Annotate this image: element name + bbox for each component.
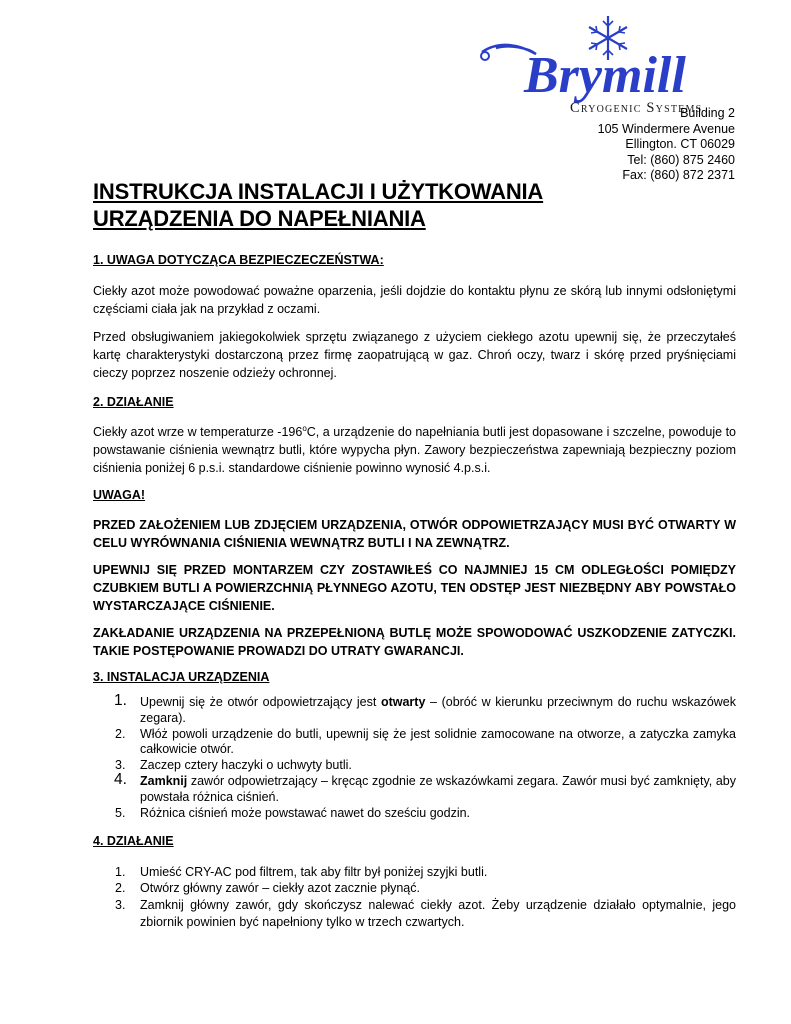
degree-sup: o [302, 423, 307, 433]
section-2-paragraph [93, 423, 736, 477]
section-4-heading: 4. DZIAŁANIE [93, 834, 174, 849]
logo-tagline: Cryogenic Systems [570, 100, 703, 116]
list-item [93, 758, 736, 774]
text-span: C, a urządzenie do napełniania butli jest dopasowane i szczelne, powoduje to powstawanie ciśnienia wewnątrz butli, które wypycha płyn. Zawory bezpieczeństwa zapewniają bezpieczny poziom ciśnienia poniżej 6 p.s.i. standardowe ciśnienie powinno wynosić 4.p.s.i. [93, 425, 736, 475]
document-title [93, 178, 713, 232]
section-2-heading: 2. DZIAŁANIE [93, 395, 174, 409]
text-span: Upewnij się że otwór odpowietrzający jest [140, 695, 381, 709]
list-number: 1. [115, 865, 126, 880]
company-address [598, 106, 735, 184]
list-number: 4. [114, 770, 127, 788]
section-1-heading: 1. UWAGA DOTYCZĄCA BEZPIECZECZEŃSTWA: [93, 253, 384, 267]
text-span: Umieść CRY-AC pod filtrem, tak aby filtr był poniżej szyjki butli. [140, 865, 488, 880]
bold-text: otwarty [380, 695, 426, 709]
warning-paragraph-3: ZAKŁADANIE URZĄDZENIA NA PRZEPEŁNIONĄ BUTLĘ MOŻE SPOWODOWAĆ USZKODZENIE ZATYCZKI. TAKIE POSTĘPOWANIE PROWADZI DO UTRATY GWARANCJI. [93, 626, 736, 658]
brymill-logo [478, 12, 748, 120]
document-body [93, 253, 736, 931]
list-item [93, 692, 736, 727]
address-line: Building 2 [680, 106, 735, 120]
list-item [93, 770, 736, 806]
text-span: Zaczep cztery haczyki o uchwyty butli. [140, 758, 352, 773]
text-span: Zamknij główny zawór, gdy skończysz nalewać ciekły azot. Żeby urządzenie działało optymalnie, jego zbiornik powinien być napełniony tylko w trzech czwartych. [140, 897, 736, 929]
installation-list [93, 692, 736, 821]
list-number: 2. [115, 881, 126, 896]
address-line: 105 Windermere Avenue [597, 121, 735, 136]
list-item [93, 881, 736, 897]
list-number: 3. [115, 897, 126, 912]
list-item [93, 727, 736, 759]
address-line: Ellington. CT 06029 [625, 137, 735, 152]
text-span: Włóż powoli urządzenie do butli, upewnij się że jest solidnie zamocowane na otworze, a zatyczka zamyka całkowicie otwór. [140, 726, 736, 757]
text-span: Ciekły azot wrze w temperaturze -196 [93, 425, 303, 439]
title-line-2: URZĄDZENIA DO NAPEŁNIANIA [93, 206, 426, 231]
section-1-paragraph-1: Ciekły azot może powodować poważne oparzenia, jeśli dojdzie do kontaktu płynu ze skórą lub innymi odsłoniętymi częściami ciała jak na przykład z oczami. [93, 284, 736, 316]
section-1-paragraph-2: Przed obsługiwaniem jakiegokolwiek sprzętu związanego z użyciem ciekłego azotu upewnij się, że przeczytałeś kartę charakterystyki dostarczoną przez firmę zaopatrującą w gaz. Chroń oczy, twarz i skórę przed pryśnięciami cieczy poprzez noszenie odzieży ochronnej. [93, 330, 736, 380]
text-span: Otwórz główny zawór – ciekły azot zacznie płynąć. [140, 881, 420, 896]
warning-paragraph-1: PRZED ZAŁOŻENIEM LUB ZDJĘCIEM URZĄDZENIA, OTWÓR ODPOWIETRZAJĄCY MUSI BYĆ OTWARTY W CELU WYRÓWNANIA CIŚNIENIA WEWNĄTRZ BUTLI I NA ZEWNĄTRZ. [93, 518, 736, 550]
list-number: 2. [115, 726, 126, 741]
phone: Tel: (860) 875 2460 [627, 152, 735, 167]
title-line-1: INSTRUKCJA INSTALACJI I UŻYTKOWANIA [93, 179, 544, 204]
list-number: 3. [115, 758, 126, 773]
list-item [93, 897, 736, 931]
warning-heading: UWAGA! [93, 488, 146, 502]
list-number: 5. [115, 805, 126, 820]
warning-paragraph-2: UPEWNIJ SIĘ PRZED MONTARZEM CZY ZOSTAWIŁEŚ CO NAJMNIEJ 15 CM ODLEGŁOŚCI POMIĘDZY CZUBKIEM BUTLI A POWIERZCHNIĄ PŁYNNEGO AZOTU, TEN ODSTĘP JEST NIEZBĘDNY ABY POWSTAŁO WYSTARCZAJĄCE CIŚNIENIE. [93, 563, 736, 613]
fax: Fax: (860) 872 2371 [622, 168, 735, 183]
list-item [93, 806, 736, 822]
bold-text: Zamknij [140, 773, 188, 788]
section-3-heading: 3. INSTALACJA URZĄDZENIA [93, 670, 270, 684]
logo-wordmark: Brymill [524, 47, 686, 104]
text-span: Różnica ciśnień może powstawać nawet do sześciu godzin. [140, 805, 471, 820]
list-number: 1. [114, 692, 127, 709]
text-span: zawór odpowietrzający – kręcąc zgodnie ze wskazówkami zegara. Zawór musi być zamknięty, aby powstała różnica ciśnień. [140, 773, 736, 804]
text-span: – (obróć w kierunku przeciwnym do ruchu wskazówek zegara). [140, 695, 736, 725]
operation-list [93, 865, 736, 931]
list-item [93, 865, 736, 881]
